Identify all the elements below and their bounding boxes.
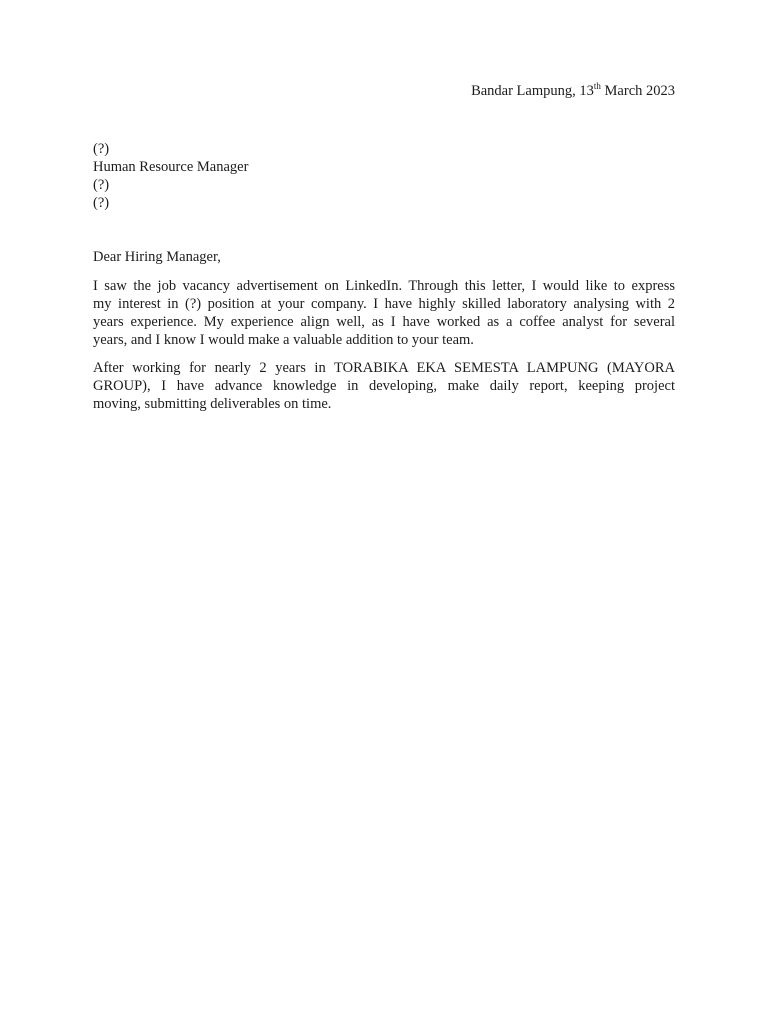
text-line: GROUP), I have advance knowledge in developing, make daily report, keeping project xyxy=(93,378,675,394)
text-line: (?) xyxy=(93,177,110,193)
date-line xyxy=(471,82,675,100)
text-line: (?) xyxy=(93,195,110,211)
text-line: years, and I know I would make a valuable addition to your team. xyxy=(93,332,474,348)
text-line: my interest in (?) position at your company. I have highly skilled laboratory analysing with 2 xyxy=(93,296,675,312)
text-line: I saw the job vacancy advertisement on LinkedIn. Through this letter, I would like to express xyxy=(93,278,675,294)
body-paragraph-2 xyxy=(93,359,675,413)
date-ordinal-suffix: th xyxy=(593,81,601,92)
date-text-suffix: March 2023 xyxy=(600,83,675,99)
text-line: years experience. My experience align well, as I have worked as a coffee analyst for several xyxy=(93,314,675,330)
text-line: After working for nearly 2 years in TORABIKA EKA SEMESTA LAMPUNG (MAYORA xyxy=(93,360,675,376)
text-line: Human Resource Manager xyxy=(93,159,249,175)
body-paragraph-1 xyxy=(93,277,675,349)
text-line: (?) xyxy=(93,141,110,157)
text-line: moving, submitting deliverables on time. xyxy=(93,396,332,412)
salutation: Dear Hiring Manager, xyxy=(93,249,221,265)
recipient-address-block xyxy=(93,140,675,212)
date-text-prefix: Bandar Lampung, 13 xyxy=(471,83,594,99)
